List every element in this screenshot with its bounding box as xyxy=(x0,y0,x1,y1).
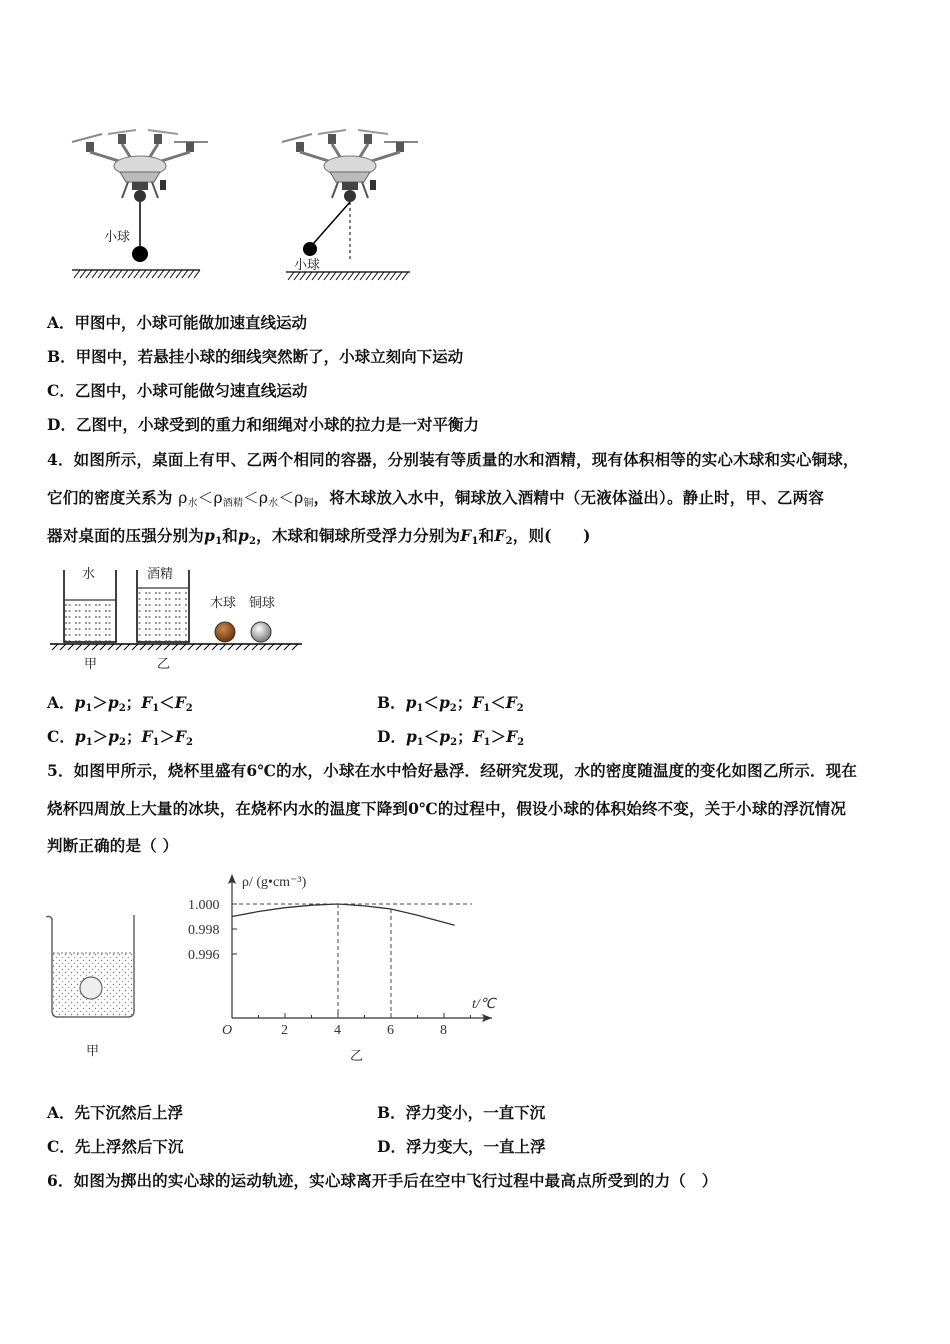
table-hatch xyxy=(52,644,298,650)
density-chart xyxy=(182,868,507,1068)
y-tick-label-0.996: 0.996 xyxy=(188,948,220,963)
q3-option-c[interactable]: C．乙图中，小球可能做匀速直线运动 xyxy=(47,381,308,400)
origin-label: O xyxy=(222,1023,233,1038)
x-tick-label-2: 2 xyxy=(281,1023,288,1038)
ball-right xyxy=(303,242,317,256)
chart-caption: 乙 xyxy=(350,1049,364,1064)
ball-label-right: 小球 xyxy=(294,258,321,273)
alcohol-liquid xyxy=(138,588,188,641)
water-label: 水 xyxy=(82,567,96,582)
x-tick-label-8: 8 xyxy=(440,1023,447,1038)
y-tick-label-1.000: 1.000 xyxy=(188,898,220,913)
q4-option-c[interactable]: C．$p_1>p_2$；$F_1>F_2$ xyxy=(47,727,193,748)
beaker-label: 甲 xyxy=(86,1044,100,1059)
q5-option-b[interactable]: B．浮力变小，一直下沉 xyxy=(377,1103,546,1122)
drone-right xyxy=(282,130,418,202)
q3-option-d[interactable]: D．乙图中，小球受到的重力和细绳对小球的拉力是一对平衡力 xyxy=(47,415,479,434)
ground-right xyxy=(288,272,408,280)
q3-option-a[interactable]: A．甲图中，小球可能做加速直线运动 xyxy=(47,313,308,332)
q4-line-2: 它们的密度关系为 $\rho_水<\rho_{酒精}<\rho_水<\rho_铜$，将木球放入水中，铜球放入酒精中（无液体溢出）。静止时，甲、乙两容 xyxy=(47,488,824,509)
yi-label: 乙 xyxy=(157,657,171,672)
q4-option-b[interactable]: B．$p_1<p_2$；$F_1<F_2$ xyxy=(377,693,524,714)
q4-line-3: 器对桌面的压强分别为$p_1$和$p_2$，木球和铜球所受浮力分别为$F_1$和$F_2$，则( ) xyxy=(47,526,591,547)
wood-ball xyxy=(215,622,235,642)
alcohol-label: 酒精 xyxy=(147,567,174,582)
q5-option-d[interactable]: D．浮力变大，一直上浮 xyxy=(377,1137,546,1156)
string-tilted xyxy=(313,202,350,244)
series-density xyxy=(232,904,455,925)
water-liquid xyxy=(65,600,115,641)
wood-label: 木球 xyxy=(210,596,237,611)
beaker-figure xyxy=(40,905,150,1065)
x-axis-label: t/℃ xyxy=(472,997,496,1012)
q5-option-c[interactable]: C．先上浮然后下沉 xyxy=(47,1137,184,1156)
y-tick-label-0.998: 0.998 xyxy=(188,923,220,938)
ball-left xyxy=(132,246,148,262)
container-figure xyxy=(44,560,314,675)
ground-left xyxy=(74,270,200,278)
ball-label-left: 小球 xyxy=(104,230,131,245)
q4-line-1: 4．如图所示，桌面上有甲、乙两个相同的容器，分别装有等质量的水和酒精，现有体积相等的实心木球和实心铜球， xyxy=(47,450,859,469)
suspended-ball xyxy=(80,977,102,999)
q5-line-2: 烧杯四周放上大量的冰块，在烧杯内水的温度下降到0℃的过程中，假设小球的体积始终不变，关于小球的浮沉情况 xyxy=(47,799,847,818)
x-tick-label-6: 6 xyxy=(387,1023,394,1038)
q5-line-1: 5．如图甲所示，烧杯里盛有6℃的水，小球在水中恰好悬浮．经研究发现，水的密度随温度的变化如图乙所示．现在 xyxy=(47,761,858,780)
q4-option-a[interactable]: A．$p_1>p_2$；$F_1<F_2$ xyxy=(47,693,193,714)
q5-option-a[interactable]: A．先下沉然后上浮 xyxy=(47,1103,184,1122)
drone-figure xyxy=(60,120,430,290)
y-axis-label: ρ/ (g•cm⁻³) xyxy=(242,875,307,890)
drone-left xyxy=(72,130,208,202)
q6-line-1: 6．如图为掷出的实心球的运动轨迹，实心球离开手后在空中飞行过程中最高点所受到的力（ ） xyxy=(47,1171,718,1190)
q4-option-d[interactable]: D．$p_1<p_2$；$F_1>F_2$ xyxy=(377,727,525,748)
x-tick-label-4: 4 xyxy=(334,1023,341,1038)
q5-line-3: 判断正确的是（ ） xyxy=(47,836,179,855)
q3-option-b[interactable]: B．甲图中，若悬挂小球的细线突然断了，小球立刻向下运动 xyxy=(47,347,464,366)
copper-ball xyxy=(251,622,271,642)
copper-label: 铜球 xyxy=(249,596,276,611)
jia-label: 甲 xyxy=(84,657,98,672)
